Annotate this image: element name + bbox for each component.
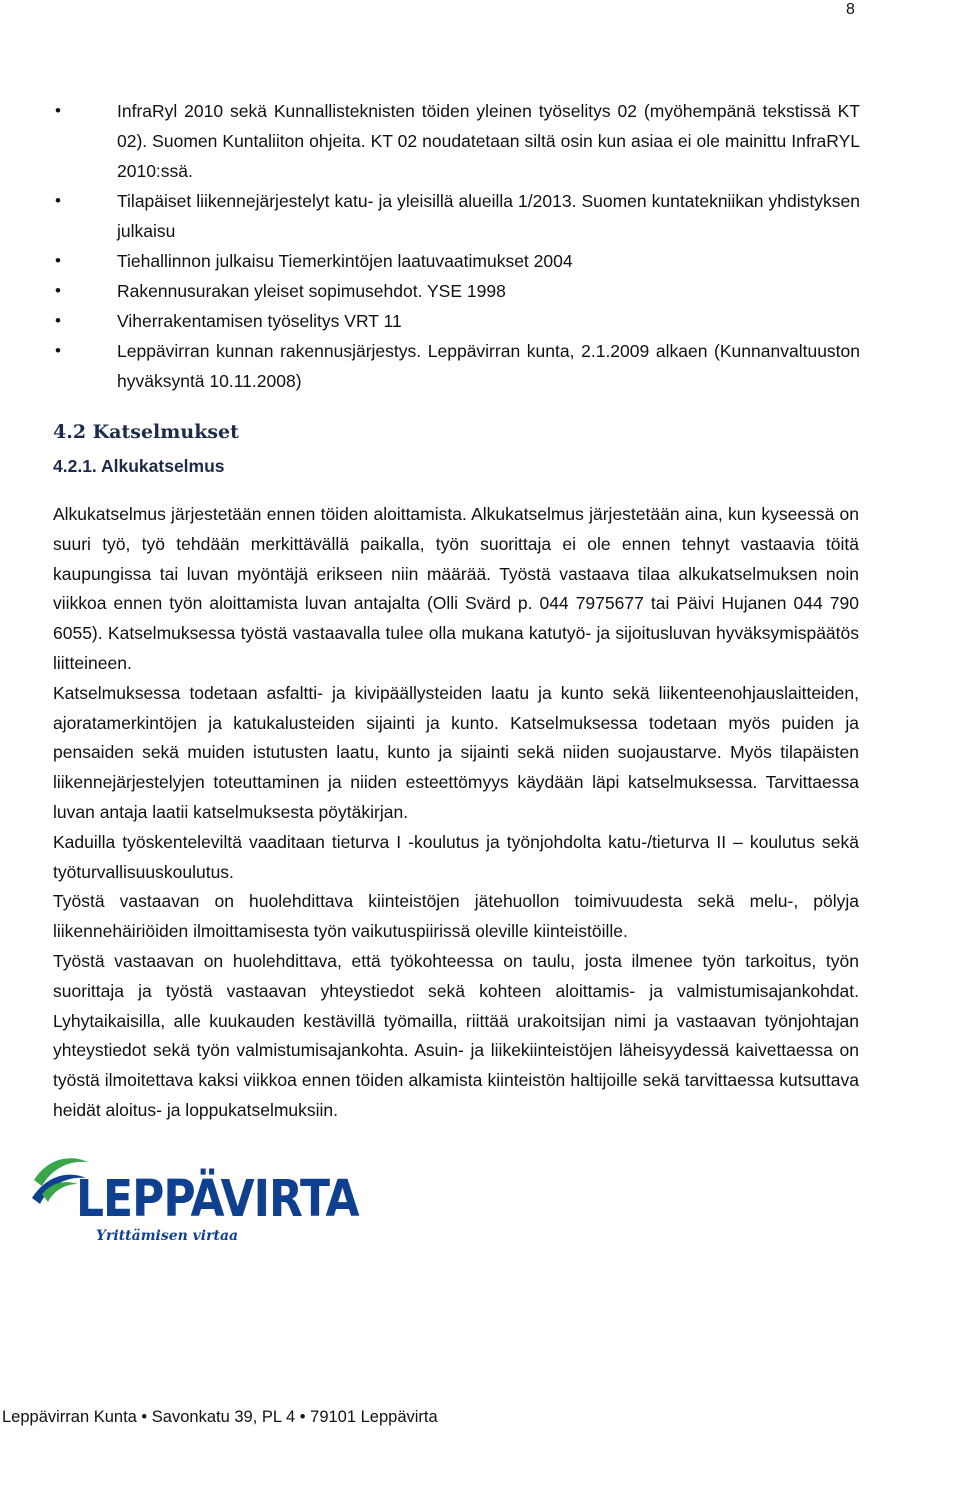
bullet-icon: • [55,311,61,330]
bullet-icon: • [55,251,61,270]
paragraph: Työstä vastaavan on huolehdittava, että työkohteessa on taulu, josta ilmenee työn tarkoitus, työn suorittaja ja työstä vastaavan yhteystiedot sekä kohteen aloittamis- ja valmistumisajankohdat. Lyhytaikaisilla, alle kuukauden kestävillä työmailla, riittää urakoitsijan nimi ja vastaavan työnjohtajan yhteystiedot sekä työn valmistumisajankohta. Asuin- ja liikekiinteistöjen läheisyydessä kaivettaessa on työstä ilmoitettava kaksi viikkoa ennen töiden alkamista kiinteistön haltijoille sekä tarvittaessa kutsuttava heidät aloitus- ja loppukatselmuksiin. [53,950,859,1120]
section-heading: 4.2 Katselmukset [53,421,239,443]
paragraph: Työstä vastaavan on huolehdittava kiinteistöjen jätehuollon toimivuudesta sekä melu-, pölyja liikennehäiriöiden ilmoittamisesta työn vaikutuspiirissä oleville kiinteistöille. [53,891,859,942]
paragraph: Katselmuksessa todetaan asfaltti- ja kivipäällysteiden laatu ja kunto sekä liikenteenohjauslaitteiden, ajoratamerkintöjen ja katukalusteiden sijainti ja kunto. Katselmuksessa todetaan myös puiden ja pensaiden sekä muiden istutusten laatu, kunto ja sijainti sekä niiden suojaustarve. Myös tilapäisten liikennejärjestelyjen toteuttaminen ja niiden esteettömyys käydään läpi katselmuksessa. Tarvittaessa luvan antaja laatii katselmuksesta pöytäkirjan. [53,682,859,822]
reference-item [55,186,860,246]
bullet-icon: • [55,281,61,300]
paragraph: Kaduilla työskenteleviltä vaaditaan tieturva I -koulutus ja työnjohdolta katu-/tieturva II – koulutus sekä työturvallisuuskoulutus. [53,831,859,882]
reference-item [55,306,860,336]
reference-item [55,336,860,396]
reference-text: Tiehallinnon julkaisu Tiemerkintöjen laatuvaatimukset 2004 [117,251,573,271]
logo-wordmark: LEPPÄVIRTA [76,1170,359,1229]
bullet-icon: • [55,101,61,120]
body-text [53,500,859,1126]
reference-text: Viherrakentamisen työselitys VRT 11 [117,311,402,331]
bullet-icon: • [55,341,61,360]
reference-text: Rakennusurakan yleiset sopimusehdot. YSE 1998 [117,281,506,301]
logo-tagline: Yrittämisen virtaa [96,1228,239,1244]
reference-list [55,96,860,396]
reference-item [55,96,860,186]
page-number: 8 [846,1,855,18]
reference-text: InfraRyl 2010 sekä Kunnallisteknisten töiden yleinen työselitys 02 (myöhempänä tekstissä KT 02). Suomen Kuntaliiton ohjeita. KT 02 noudatetaan siltä osin kun asiaa ei ole mainittu InfraRYL 2010:ssä. [117,101,860,181]
leppavirta-logo [30,1150,359,1246]
reference-text: Leppävirran kunnan rakennusjärjestys. Leppävirran kunta, 2.1.2009 alkaen (Kunnanvaltuuston hyväksyntä 10.11.2008) [117,341,860,391]
page-footer: Leppävirran Kunta • Savonkatu 39, PL 4 • 79101 Leppävirta [2,1408,438,1426]
reference-text: Tilapäiset liikennejärjestelyt katu- ja yleisillä alueilla 1/2013. Suomen kuntatekniikan yhdistyksen julkaisu [117,191,860,241]
bullet-icon: • [55,191,61,210]
reference-item [55,246,860,276]
subsection-heading: 4.2.1. Alkukatselmus [53,456,225,476]
reference-item [55,276,860,306]
paragraph: Alkukatselmus järjestetään ennen töiden aloittamista. Alkukatselmus järjestetään aina, kun kyseessä on suuri työ, työ tehdään merkittävällä paikalla, työn suorittaja ei ole ennen tehnyt vastaavia töitä kaupungissa tai luvan myöntäjä erikseen niin määrää. Työstä vastaava tilaa alkukatselmuksen noin viikkoa ennen työn aloittamista luvan antajalta (Olli Svärd p. 044 7975677 tai Päivi Hujanen 044 790 6055). Katselmuksessa työstä vastaavalla tulee olla mukana katutyö- ja sijoitusluvan hyväksymispäätös liitteineen. [53,504,859,673]
